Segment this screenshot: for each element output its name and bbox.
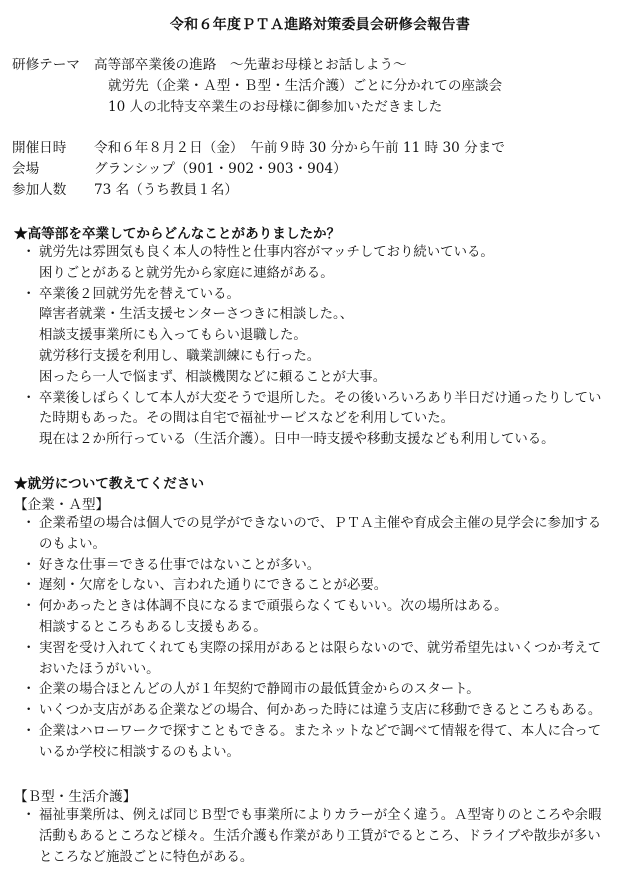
list-item-line: のもよい。 (39, 536, 106, 552)
list-item (22, 806, 630, 868)
subheading-type-b-life-care: 【Ｂ型・生活介護】 (14, 789, 137, 805)
company-type-a-list (22, 514, 630, 764)
list-item (22, 639, 630, 681)
section-heading-after-graduation: ★高等部を卒業してからどんなことがありましたか？ (14, 226, 341, 242)
date-label: 開催日時 (12, 140, 67, 156)
list-item-line: 卒業後２回就労先を替えている。 (39, 286, 240, 302)
bullet-mark: ・ (22, 682, 36, 698)
after-graduation-list (22, 243, 630, 451)
list-item-line: 遅刻・欠席をしない、言われた通りにできることが必要。 (39, 578, 388, 594)
list-item-line: 就労先は雰囲気も良く本人の特性と仕事内容がマッチしており続いている。 (39, 245, 494, 260)
participants-label: 参加人数 (12, 182, 67, 198)
list-item (22, 576, 630, 597)
bullet-mark: ・ (22, 640, 36, 656)
list-item-line: 実習を受け入れてくれても実際の採用があるとは限らないので、就労希望先はいくつか考えて (39, 640, 602, 656)
list-item-line: 好きな仕事＝できる仕事ではないことが多い。 (39, 557, 321, 573)
list-item-line: 福祉事業所は、例えば同じＢ型でも事業所によりカラーが全く違う。Ａ型寄りのところや余暇 (39, 808, 602, 823)
bullet-mark: ・ (22, 599, 36, 615)
document-title: 令和６年度ＰＴＡ進路対策委員会研修会報告書 (169, 17, 471, 33)
bullet-mark: ・ (22, 557, 36, 573)
theme-line-2: 就労先（企業・Ａ型・Ｂ型・生活介護）ごとに分かれての座談会 (108, 78, 503, 94)
list-item-line: いくつか支店がある企業などの場合、何かあった時には違う支店に移動できるところもある。 (39, 703, 602, 719)
list-item-line: 障害者就業・生活支援センターさつきに相談した。、 (39, 307, 354, 323)
bullet-mark: ・ (22, 723, 36, 739)
list-item (22, 285, 630, 389)
list-item-line: おいたほうがいい。 (39, 661, 160, 677)
participants-value: 73 名（うち教員１名） (94, 182, 238, 198)
list-item-line: 困ったら一人で悩まず、相談機関などに頼ることが大事。 (39, 369, 387, 385)
list-item (22, 680, 630, 701)
bullet-mark: ・ (22, 390, 36, 406)
list-item (22, 556, 630, 577)
list-item-line: た時期もあった。その間は自宅で福祉サービスなどを利用していた。 (39, 411, 454, 427)
list-item (22, 514, 630, 556)
venue-label: 会場 (12, 161, 40, 177)
list-item-line: 相談するところもあるし支援もある。 (39, 619, 267, 635)
list-item-line: 現在は２か所行っている（生活介護）。日中一時支援や移動支援なども利用している。 (39, 432, 555, 448)
list-item-line: 企業の場合ほとんどの人が１年契約で静岡市の最低賃金からのスタート。 (39, 682, 480, 698)
list-item (22, 701, 630, 722)
bullet-mark: ・ (22, 245, 36, 260)
list-item-line: 卒業後しばらくして本人が大変そうで退所した。その後いろいろあり半日だけ通ったりしてい (39, 390, 602, 406)
bullet-mark: ・ (22, 286, 36, 302)
list-item (22, 597, 630, 639)
venue-value: グランシップ（901・902・903・904） (94, 161, 347, 177)
list-item-line: 企業はハローワークで探すこともできる。またネットなどで調べて情報を得て、本人に合って (39, 723, 602, 739)
list-item-line: 相談支援事業所にも入ってもらい退職した。 (39, 328, 307, 344)
list-item-line: 活動もあるところなど様々。生活介護も作業があり工賃がでるところ、ドライブや散歩が多い (39, 828, 601, 844)
theme-label: 研修テーマ (12, 57, 80, 73)
type-b-life-care-list (22, 806, 630, 868)
list-item-line: ところなど施設ごとに特色がある。 (39, 849, 254, 865)
date-value: 令和６年８月２日（金） 午前９時 30 分から午前 11 時 30 分まで (94, 140, 505, 156)
subheading-company-type-a: 【企業・Ａ型】 (14, 497, 110, 513)
list-item-line: いるか学校に相談するのもよい。 (39, 744, 240, 760)
list-item (22, 722, 630, 764)
list-item-line: 就労移行支援を利用し、職業訓練にも行った。 (39, 348, 321, 364)
list-item-line: 企業希望の場合は個人での見学ができないので、ＰＴＡ主催や育成会主催の見学会に参加する (39, 516, 602, 531)
theme-line-1: 高等部卒業後の進路 ～先輩お母様とお話しよう～ (94, 57, 407, 73)
section-heading-employment: ★就労について教えてください (14, 476, 205, 492)
bullet-mark: ・ (22, 703, 36, 719)
bullet-mark: ・ (22, 578, 36, 594)
bullet-mark: ・ (22, 516, 36, 531)
list-item-line: 困りごとがあると就労先から家庭に連絡がある。 (39, 265, 334, 281)
list-item-line: 何かあったときは体調不良になるまで頑張らなくてもいい。次の場所はある。 (39, 599, 508, 615)
list-item (22, 389, 630, 451)
list-item (22, 243, 630, 285)
theme-line-3: 10 人の北特支卒業生のお母様に御参加いただきました (108, 99, 443, 115)
bullet-mark: ・ (22, 808, 36, 823)
